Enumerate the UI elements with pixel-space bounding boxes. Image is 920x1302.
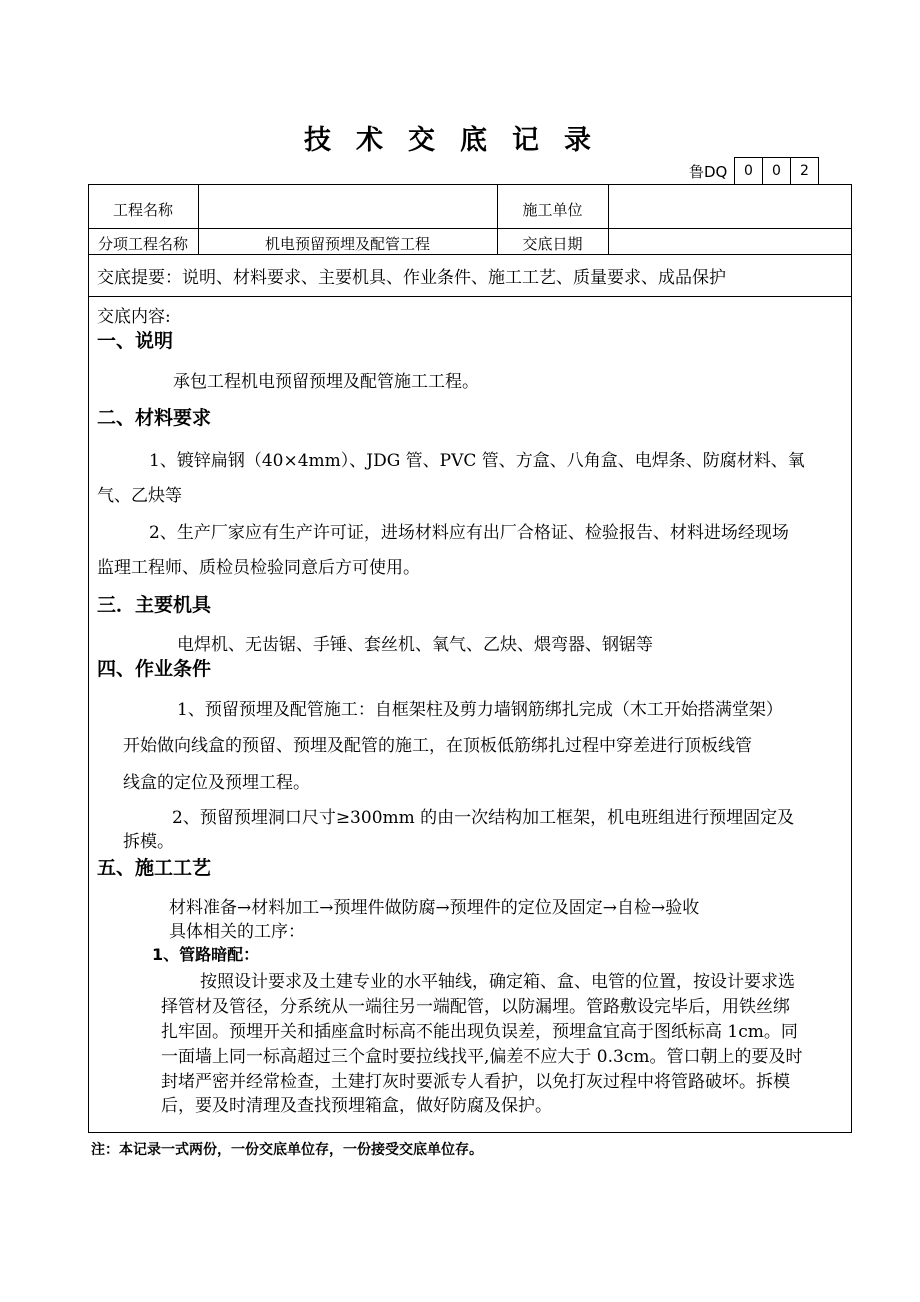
section-line: 承包工程机电预留预埋及配管施工工程。 <box>173 372 479 392</box>
section-line: 2、生产厂家应有生产许可证，进场材料应有出厂合格证、检验报告、材料进场经现场 <box>149 523 789 543</box>
doc-number-boxes <box>734 157 819 185</box>
section-line: 2、预留预埋洞口尺寸≥300mm 的由一次结构加工框架，机电班组进行预埋固定及 <box>172 808 795 828</box>
section-heading: 三．主要机具 <box>97 594 212 616</box>
construction-unit-label: 施工单位 <box>522 201 583 219</box>
paragraph-line: 封堵严密并经常检查，土建打灰时要派专人看护，以免打灰过程中将管路破坏。拆模 <box>161 1072 790 1092</box>
section-line: 1、预留预埋及配管施工：自框架柱及剪力墙钢筋绑扎完成（木工开始搭满堂架） <box>177 700 783 720</box>
footer-note: 注：本记录一式两份，一份交底单位存，一份接受交底单位存。 <box>91 1142 483 1158</box>
content-label: 交底内容: <box>97 307 171 327</box>
project-name-label: 工程名称 <box>112 201 173 219</box>
section-heading: 一、说明 <box>97 330 174 352</box>
table-rule <box>88 228 852 229</box>
doc-number-digit: 0 <box>744 163 753 179</box>
section-line: 电焊机、无齿锯、手锤、套丝机、氧气、乙炔、煨弯器、钢锯等 <box>177 635 653 655</box>
paragraph-line: 择管材及管径，分系统从一端往另一端配管，以防漏埋。管路敷设完毕后，用铁丝绑 <box>161 997 790 1017</box>
section-line: 线盒的定位及预埋工程。 <box>123 773 310 793</box>
disclosure-date-label: 交底日期 <box>522 235 583 253</box>
section-heading: 二、材料要求 <box>97 407 212 429</box>
table-rule <box>88 254 852 255</box>
sub-project-value: 机电预留预埋及配管工程 <box>264 235 430 253</box>
subsection-heading: 1、管路暗配： <box>152 945 260 964</box>
doc-number-digit: 0 <box>762 158 790 184</box>
section-line: 材料准备→材料加工→预埋件做防腐→预埋件的定位及固定→自检→验收 <box>169 898 700 918</box>
table-rule <box>608 184 609 254</box>
paragraph-line: 一面墙上同一标高超过三个盒时要拉线找平,偏差不应大于 0.3cm。管口朝上的要及时 <box>161 1047 803 1067</box>
section-line: 监理工程师、质检员检验同意后方可使用。 <box>97 558 420 578</box>
section-heading: 五、施工工艺 <box>97 857 212 879</box>
document-title: 技术交底记录 <box>304 125 616 156</box>
section-heading: 四、作业条件 <box>97 658 212 680</box>
paragraph-line: 按照设计要求及土建专业的水平轴线，确定箱、盒、电管的位置，按设计要求选 <box>200 972 795 992</box>
table-rule <box>88 296 852 297</box>
disclosure-summary: 交底提要：说明、材料要求、主要机具、作业条件、施工工艺、质量要求、成品保护 <box>97 268 726 288</box>
paragraph-line: 后，要及时清理及查找预埋箱盒，做好防腐及保护。 <box>161 1096 552 1116</box>
paragraph-line: 扎牢固。预埋开关和插座盒时标高不能出现负误差，预埋盒宜高于图纸标高 1cm。同 <box>161 1022 798 1042</box>
section-line: 开始做向线盒的预留、预埋及配管的施工，在顶板低筋绑扎过程中穿差进行顶板线管 <box>123 736 752 756</box>
doc-number-label: 鲁DQ <box>689 163 728 181</box>
sub-project-label: 分项工程名称 <box>97 235 188 253</box>
section-line: 气、乙炔等 <box>97 486 182 506</box>
section-line: 拆模。 <box>123 832 174 852</box>
doc-number-digit: 2 <box>790 158 818 184</box>
section-line: 1、镀锌扁钢（40×4mm）、JDG 管、PVC 管、方盒、八角盒、电焊条、防腐材料、氧 <box>149 451 805 471</box>
section-line: 具体相关的工序： <box>169 922 305 942</box>
